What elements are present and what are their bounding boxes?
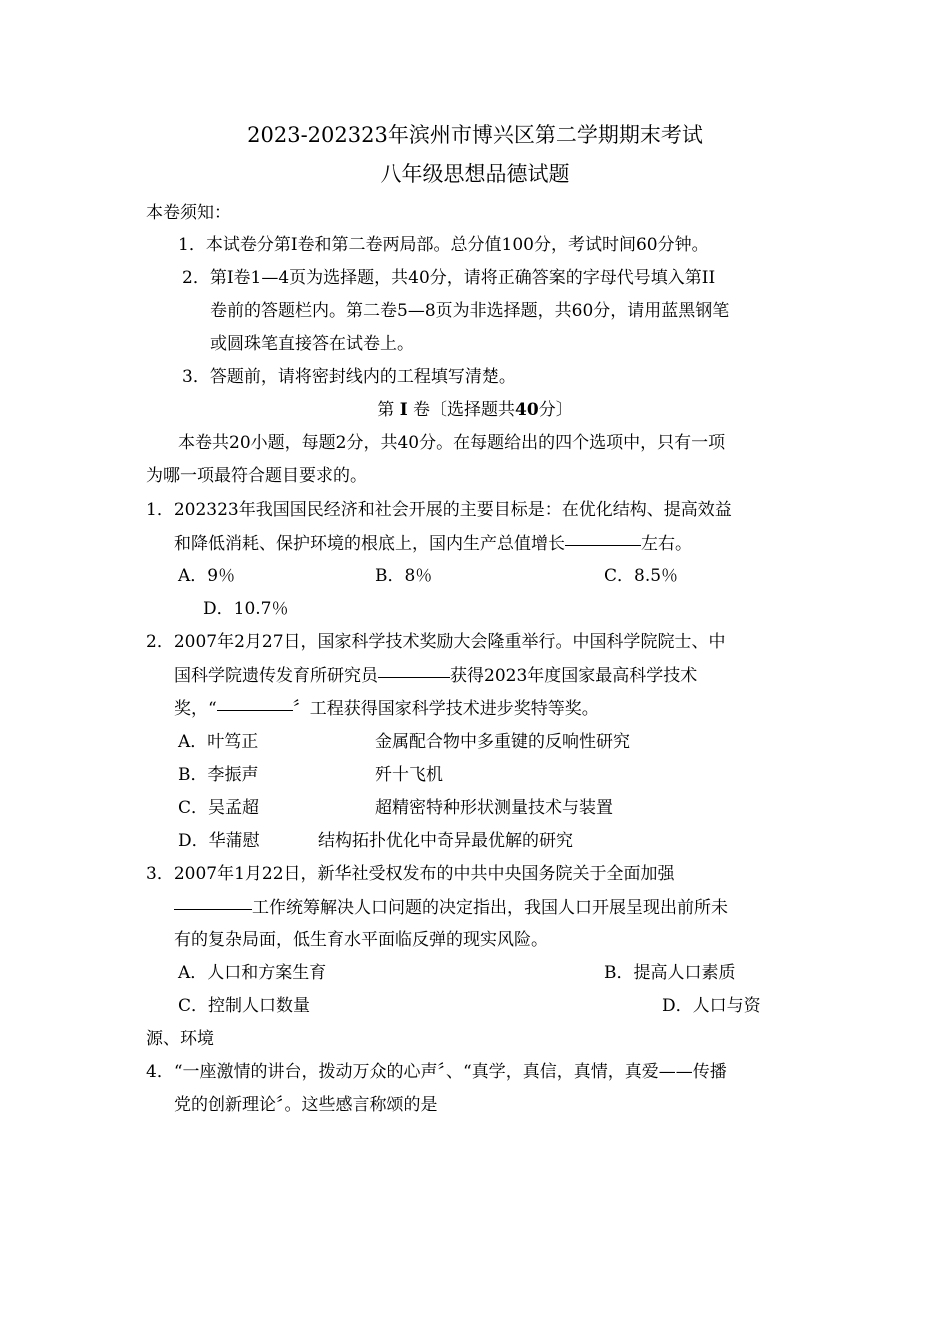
notice-item-2-line-3: 或圆珠笔直接答在试卷上。 [210, 334, 414, 354]
question-2-option-b-text: 歼十飞机 [375, 765, 443, 785]
question-4-line-2: 党的创新理论〞。这些感言称颂的是 [174, 1095, 438, 1115]
answer-blank [565, 529, 641, 546]
question-1-line-2: 和降低消耗、保护环境的根底上，国内生产总值增长 左右。 [174, 532, 692, 555]
section-1-title: 第 I 卷〔选择题共40分〕 [377, 400, 573, 420]
question-3-line-2: 工作统筹解决人口问题的决定指出，我国人口开展呈现出前所未 [174, 896, 728, 919]
notice-item-2-line-2: 卷前的答题栏内。第二卷5—8页为非选择题，共60分，请用蓝黑钢笔 [210, 301, 730, 321]
question-3-option-d: D．人口与资 [662, 996, 761, 1016]
question-2-option-b-label: B．李振声 [178, 765, 259, 785]
notice-item-1: 1．本试卷分第Ⅰ卷和第二卷两局部。总分值100分，考试时间60分钟。 [178, 235, 709, 255]
notice-heading: 本卷须知： [146, 203, 231, 223]
question-2-line-3: 奖，“ 〞工程获得国家科学技术进步奖特等奖。 [174, 697, 599, 720]
question-3-line-1: 3．2007年1月22日，新华社受权发布的中共中央国务院关于全面加强 [146, 864, 675, 884]
question-2-option-d-text: 结构拓扑优化中奇异最优解的研究 [318, 831, 573, 851]
exam-subtitle: 八年级思想品德试题 [380, 162, 570, 186]
question-2-option-c-text: 超精密特种形状测量技术与装置 [375, 798, 613, 818]
question-3-option-a: A．人口和方案生育 [178, 963, 327, 983]
exam-title: 2023-202323年滨州市博兴区第二学期期末考试 [247, 123, 703, 147]
question-1-option-c: C．8.5％ [604, 566, 679, 586]
question-1-option-b: B．8％ [375, 566, 433, 586]
question-3-line-3: 有的复杂局面，低生育水平面临反弹的现实风险。 [174, 930, 548, 950]
question-3-option-d-continued: 源、环境 [146, 1029, 214, 1049]
section-1-intro-line-2: 为哪一项最符合题目要求的。 [146, 466, 367, 486]
question-2-line-1: 2．2007年2月27日，国家科学技术奖励大会隆重举行。中国科学院院士、中 [146, 632, 726, 652]
question-1-option-a: A．9％ [178, 566, 236, 586]
answer-blank [174, 893, 252, 910]
question-1-option-d: D．10.7％ [203, 599, 289, 619]
question-2-option-c-label: C．吴孟超 [178, 798, 260, 818]
question-2-option-a-label: A．叶笃正 [178, 732, 259, 752]
question-2-option-a-text: 金属配合物中多重键的反响性研究 [375, 732, 630, 752]
section-1-intro-line-1: 本卷共20小题，每题2分，共40分。在每题给出的四个选项中，只有一项 [178, 433, 726, 453]
question-4-line-1: 4．“一座激情的讲台，拨动万众的心声〞、“真学，真信，真情，真爱——传播 [146, 1062, 727, 1082]
notice-item-3: 3．答题前，请将密封线内的工程填写清楚。 [182, 367, 516, 387]
question-3-option-b: B．提高人口素质 [604, 963, 736, 983]
question-1-line-1: 1．202323年我国国民经济和社会开展的主要目标是：在优化结构、提高效益 [146, 500, 732, 520]
question-2-option-d-label: D．华蒲慰 [178, 831, 260, 851]
answer-blank [378, 661, 450, 678]
notice-item-2-line-1: 2．第Ⅰ卷1—4页为选择题，共40分，请将正确答案的字母代号填入第II [182, 268, 716, 288]
question-2-line-2: 国科学院遗传发育所研究员 获得2023年度国家最高科学技术 [174, 664, 697, 687]
answer-blank [217, 694, 293, 711]
question-3-option-c: C．控制人口数量 [178, 996, 311, 1016]
